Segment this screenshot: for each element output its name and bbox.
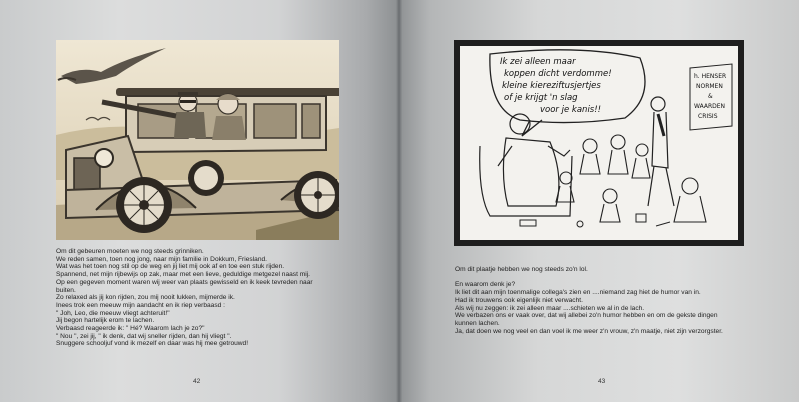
side-label-line: NORMEN [696,83,723,90]
text-line: " Joh, Leo, die meeuw vliegt achteruit!" [56,309,170,317]
vintage-car-illustration [56,40,339,240]
text-line: Als wij nu zeggen: ik zei alleen maar ....schieten we al in de lach. [455,304,645,312]
text-line: kunnen lachen. [455,319,500,327]
text-line: Had ik trouwens ook eigenlijk niet verwacht. [455,296,583,304]
speech-line: of je krijgt 'n slag [504,93,578,103]
cartoon-svg [460,46,738,240]
speech-line: voor je kanis!! [540,105,602,115]
front-wheel [116,177,172,233]
text-line: Ik liet dit aan mijn toenmalige collega's zien en ....niemand zag hiet de humor van in. [455,289,701,297]
cartoon-photo [454,40,744,246]
page-number-right: 43 [598,378,606,385]
text-line: Snuggere schooljuf vond ik mezelf en daar was hij mee getrouwd! [56,340,249,348]
cartoon-drawing [460,46,738,240]
text-line: Spannend, net mijn rijbewijs op zak, maar met een lieve, geduldige metgezel naast mij. [56,271,310,279]
speech-line: Ik zei alleen maar [500,57,576,67]
text-line: Om dit plaatje hebben we nog steeds zo'n lol. [455,266,588,273]
text-line: " Nou ", zei jij, " ik denk, dat wij sneller rijden, dan hij vliegt ". [56,332,232,340]
speech-line: kleine kiereziftusjertjes [502,81,601,91]
text-line: We verbazen ons er vaak over, dat wij allebei zo'n humor hebben en om de gekste dingen [455,312,718,320]
text-line: Zo relaxed als jij kon rijden, zou mij nooit lukken, mijmerde ik. [56,294,235,302]
text-line: Inees trok een meeuw mijn aandacht en ik riep verbaasd : [56,301,225,309]
page-number-left: 42 [193,378,201,385]
text-line: buiten. [56,286,76,294]
text-line [455,274,755,282]
text-line: Wat was het toen nog stil op de weg en jij liet mij ook af en toe een stuk rijden. [56,263,285,271]
text-line: Jij begon hartelijk erom te lachen. [56,317,155,325]
car-drawing [56,40,339,240]
text-line: Ja, dat doen we nog veel en dan voel ik me weer z'n vrouw, z'n maatje, niet zijn verzorgster. [455,327,723,335]
side-label-line: WAARDEN [694,103,726,110]
text-line: Verbaasd reageerde ik: " Hé? Waarom lach je zo?" [56,325,205,333]
speech-line: koppen dicht verdomme! [504,69,612,79]
text-line: En waarom denk je? [455,281,516,289]
side-label-line: CRISIS [698,113,718,120]
text-line: Op een gegeven moment waren wij weer van plaats gewisseld en ik keek tevreden naar [56,278,313,286]
left-page-text [56,248,346,348]
book-gutter [396,0,402,402]
text-line: Om dit gebeuren moeten we nog steeds grinniken. [56,248,204,255]
side-label-line: & [708,93,713,100]
side-label-line: h. HENSER [694,73,727,80]
right-page-text [455,266,755,335]
middle-wheel [188,160,224,196]
left-page [0,0,398,402]
text-line: We reden samen, toen nog jong, naar mijn familie in Dokkum, Friesland. [56,255,267,263]
